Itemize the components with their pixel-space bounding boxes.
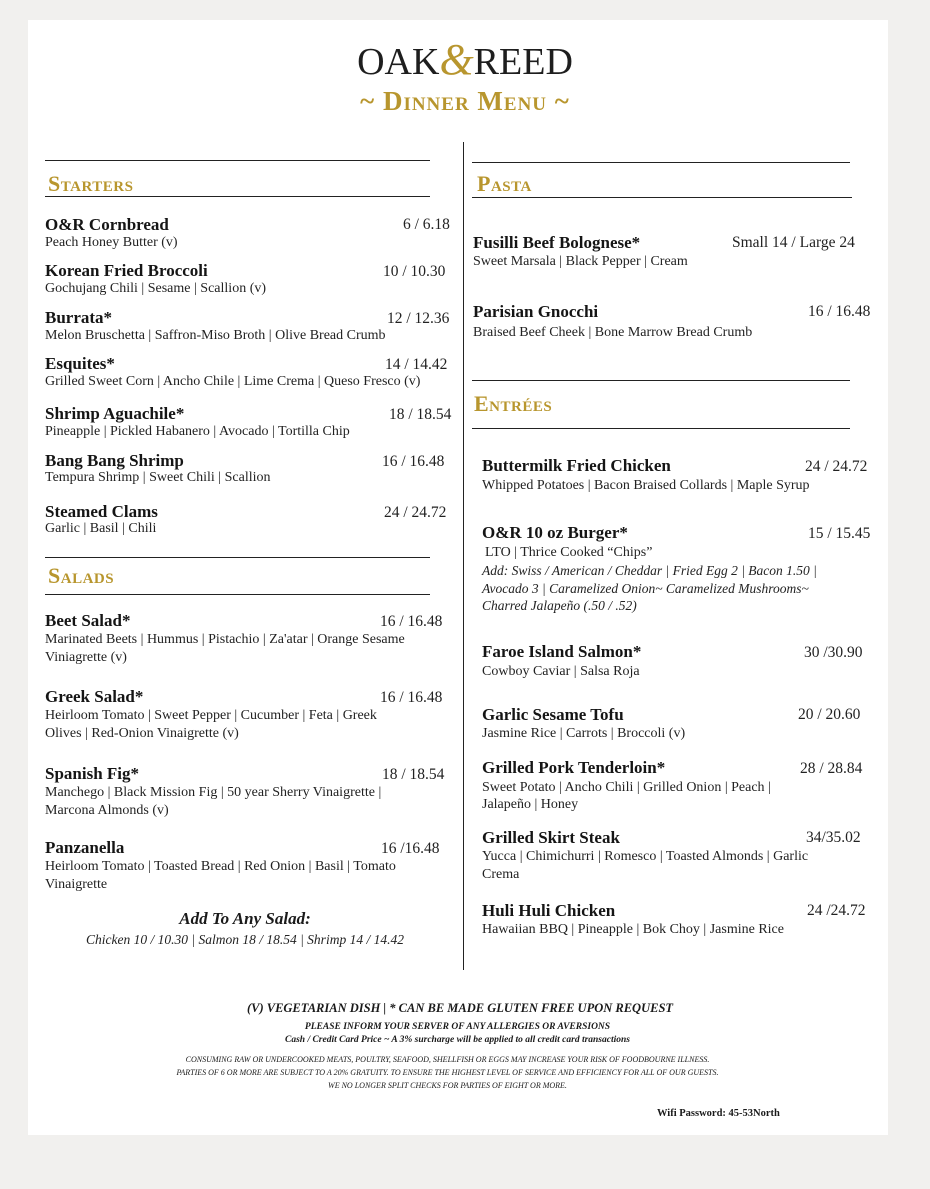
menu-item-name: Parisian Gnocchi — [473, 302, 599, 321]
menu-item-price: 12 / 12.36 — [387, 310, 450, 327]
menu-item-name: Bang Bang Shrimp — [45, 451, 184, 470]
menu-item-name: Spanish Fig* — [45, 764, 140, 783]
menu-item-name: Greek Salad* — [45, 687, 144, 706]
menu-item-name: Beet Salad* — [45, 611, 131, 630]
divider — [45, 557, 430, 558]
menu-item-name: Korean Fried Broccoli — [45, 261, 208, 280]
menu-item-name: Burrata* — [45, 308, 113, 327]
add-to-salad-options: Chicken 10 / 10.30 | Salmon 18 / 18.54 | Shrimp 14 / 14.42 — [86, 932, 404, 947]
menu-item-name: Shrimp Aguachile* — [45, 404, 185, 423]
menu-item-name: Garlic Sesame Tofu — [482, 705, 624, 724]
column-divider — [463, 142, 464, 970]
section-title-salads: Salads — [48, 563, 115, 588]
menu-item-price: 16 / 16.48 — [380, 613, 443, 630]
section-title-entrees: Entrées — [474, 391, 553, 416]
menu-item-name: O&R Cornbread — [45, 215, 169, 234]
divider — [472, 428, 850, 429]
menu-item-price: 24 /24.72 — [807, 902, 866, 919]
divider — [472, 380, 850, 381]
footer-allergy-note: PLEASE INFORM YOUR SERVER OF ANY ALLERGIES OR AVERSIONS — [304, 1022, 611, 1032]
menu-item-desc: Jasmine Rice | Carrots | Broccoli (v) — [482, 726, 686, 741]
menu-item-price: 28 / 28.84 — [800, 760, 863, 777]
menu-item-desc: Marinated Beets | Hummus | Pistachio | Za'atar | Orange Sesame — [45, 632, 405, 647]
menu-item-desc: Melon Bruschetta | Saffron-Miso Broth | Olive Bread Crumb — [45, 328, 386, 343]
menu-item-name: Faroe Island Salmon* — [482, 642, 642, 661]
menu-item-desc: Peach Honey Butter (v) — [45, 235, 178, 250]
menu-item-name: Fusilli Beef Bolognese* — [473, 233, 641, 252]
menu-item-name: Steamed Clams — [45, 502, 158, 521]
menu-item-name: Buttermilk Fried Chicken — [482, 456, 671, 475]
menu-item-name: Huli Huli Chicken — [482, 901, 616, 920]
menu-item-desc: Heirloom Tomato | Toasted Bread | Red Onion | Basil | Tomato — [45, 859, 396, 874]
wifi-password: Wifi Password: 45-53North — [657, 1108, 780, 1119]
menu-item-desc: Cowboy Caviar | Salsa Roja — [482, 664, 640, 679]
menu-item-price: 24 / 24.72 — [805, 458, 868, 475]
divider — [45, 160, 430, 161]
menu-item-price: 30 /30.90 — [804, 644, 863, 661]
menu-item-desc: Sweet Marsala | Black Pepper | Cream — [473, 254, 688, 269]
menu-item-desc: Heirloom Tomato | Sweet Pepper | Cucumber | Feta | Greek — [45, 708, 377, 723]
menu-item-name: Grilled Skirt Steak — [482, 828, 620, 847]
menu-item-name: Esquites* — [45, 354, 115, 373]
footer-legend: (V) VEGETARIAN DISH | * CAN BE MADE GLUTEN FREE UPON REQUEST — [246, 1001, 674, 1015]
menu-item-desc: Marcona Almonds (v) — [45, 803, 169, 818]
menu-item-price: 16 / 16.48 — [382, 453, 445, 470]
brand-ampersand: & — [439, 35, 474, 84]
menu-item-desc: Sweet Potato | Ancho Chili | Grilled Onion | Peach | — [482, 780, 771, 795]
menu-item-price: Small 14 / Large 24 — [732, 234, 855, 251]
menu-item-price: 20 / 20.60 — [798, 706, 861, 723]
menu-item-desc: Olives | Red-Onion Vinaigrette (v) — [45, 726, 239, 741]
footer-surcharge-note: Cash / Credit Card Price ~ A 3% surcharge will be applied to all credit card transactions — [285, 1035, 630, 1045]
menu-item-price: 24 / 24.72 — [384, 504, 447, 521]
menu-item-desc: Yucca | Chimichurri | Romesco | Toasted Almonds | Garlic — [482, 849, 809, 864]
menu-item-price: 14 / 14.42 — [385, 356, 448, 373]
menu-item-desc: Jalapeño | Honey — [482, 797, 579, 812]
menu-item-price: 18 / 18.54 — [382, 766, 445, 783]
menu-item-desc: LTO | Thrice Cooked “Chips” — [485, 545, 653, 560]
menu-item-desc: Hawaiian BBQ | Pineapple | Bok Choy | Jasmine Rice — [482, 922, 784, 937]
menu-item-desc: Crema — [482, 867, 520, 882]
menu-item-name: Panzanella — [45, 838, 125, 857]
burger-addons: Add: Swiss / American / Cheddar | Fried Egg 2 | Bacon 1.50 | — [482, 563, 817, 578]
menu-item-price: 6 / 6.18 — [403, 216, 450, 233]
footer-gratuity-note: PARTIES OF 6 OR MORE ARE SUBJECT TO A 20% GRATUITY. TO ENSURE THE HIGHEST LEVEL OF SERVICE AND EFFICIENCY FOR ALL OF OUR GUESTS. — [176, 1068, 719, 1077]
divider — [45, 594, 430, 595]
page-title: ~ Dinner Menu ~ — [360, 86, 570, 116]
menu-item-name: Grilled Pork Tenderloin* — [482, 758, 666, 777]
menu-item-price: 16 /16.48 — [381, 840, 440, 857]
burger-addons: Avocado 3 | Caramelized Onion~ Caramelized Mushrooms~ — [482, 581, 809, 596]
menu-item-desc: Vinaigrette — [45, 877, 108, 892]
section-title-pasta: Pasta — [477, 171, 532, 196]
add-to-salad-title: Add To Any Salad: — [179, 909, 311, 928]
menu-item-name: O&R 10 oz Burger* — [482, 523, 628, 542]
menu-item-desc: Grilled Sweet Corn | Ancho Chile | Lime Crema | Queso Fresco (v) — [45, 374, 421, 389]
divider — [472, 197, 852, 198]
menu-item-price: 34/35.02 — [806, 829, 861, 846]
divider — [472, 162, 850, 163]
divider — [45, 196, 430, 197]
menu-item-desc: Tempura Shrimp | Sweet Chili | Scallion — [45, 470, 271, 485]
menu-item-desc: Pineapple | Pickled Habanero | Avocado | Tortilla Chip — [45, 424, 350, 439]
footer-split-check-note: WE NO LONGER SPLIT CHECKS FOR PARTIES OF EIGHT OR MORE. — [328, 1081, 567, 1090]
menu-item-desc: Gochujang Chili | Sesame | Scallion (v) — [45, 281, 267, 296]
menu-item-desc: Manchego | Black Mission Fig | 50 year Sherry Vinaigrette | — [45, 785, 382, 800]
menu-item-price: 18 / 18.54 — [389, 406, 452, 423]
menu-item-price: 16 / 16.48 — [380, 689, 443, 706]
menu-item-price: 15 / 15.45 — [808, 525, 871, 542]
menu-item-price: 16 / 16.48 — [808, 303, 871, 320]
footer-raw-warning: CONSUMING RAW OR UNDERCOOKED MEATS, POULTRY, SEAFOOD, SHELLFISH OR EGGS MAY INCREASE YOUR RISK OF FOODBOURNE ILLNESS. — [185, 1055, 710, 1064]
brand-logo: OAK&REED — [357, 35, 573, 84]
menu-item-desc: Braised Beef Cheek | Bone Marrow Bread Crumb — [473, 325, 753, 340]
menu-item-desc: Viniagrette (v) — [45, 650, 127, 665]
section-title-starters: Starters — [48, 171, 134, 196]
menu-item-desc: Garlic | Basil | Chili — [45, 521, 157, 536]
menu-item-desc: Whipped Potatoes | Bacon Braised Collards | Maple Syrup — [482, 478, 810, 493]
menu-item-price: 10 / 10.30 — [383, 263, 446, 280]
burger-addons: Charred Jalapeño (.50 / .52) — [482, 598, 637, 613]
